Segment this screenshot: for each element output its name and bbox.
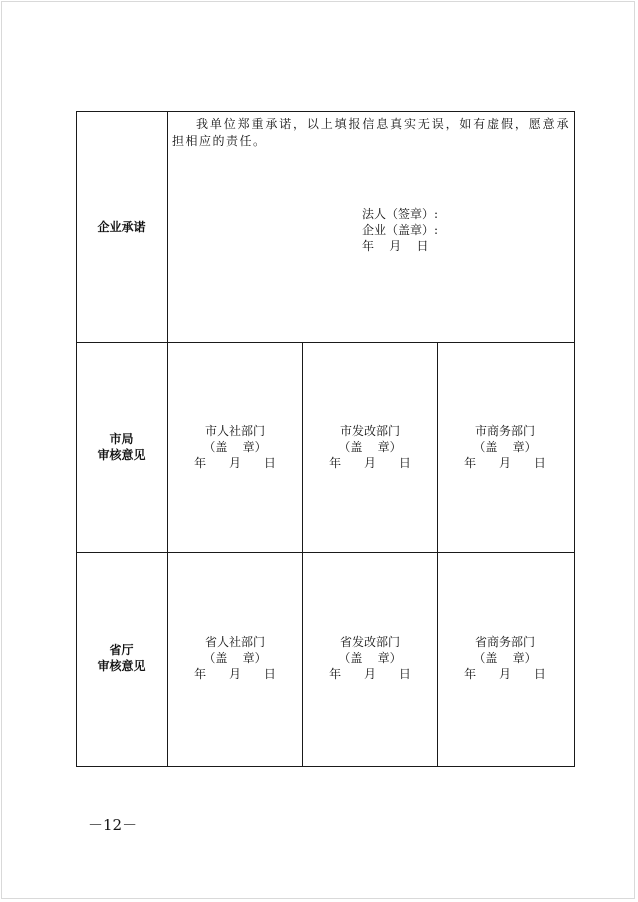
commitment-label: 企业承诺: [97, 220, 146, 234]
province-review-label-line1: 省厅: [109, 643, 134, 657]
commitment-signature-block: [362, 206, 438, 254]
dept-date: 年 月 日: [464, 667, 546, 681]
dept-seal: （盖 章）: [338, 440, 402, 454]
city-commerce-dept-cell: [438, 423, 572, 471]
dept-name: 省商务部门: [474, 635, 535, 649]
dept-seal: （盖 章）: [203, 440, 267, 454]
dept-date: 年 月 日: [464, 456, 546, 470]
province-review-label-line2: 审核意见: [97, 659, 146, 673]
table-right-border: [574, 111, 575, 767]
dept-name: 省人社部门: [204, 635, 265, 649]
page-number: －12－: [88, 816, 138, 834]
province-drc-dept-cell: [303, 634, 437, 682]
table-top-border: [76, 111, 575, 112]
city-hr-dept-cell: [168, 423, 302, 471]
row-divider-2: [76, 552, 575, 553]
review-column-divider-2: [437, 342, 438, 767]
dept-seal: （盖 章）: [473, 651, 537, 665]
dept-name: 省发改部门: [339, 635, 400, 649]
commitment-date: 年 月 日: [362, 239, 429, 253]
table-bottom-border: [76, 766, 575, 767]
legal-person-signature: 法人（签章）:: [362, 207, 439, 221]
dept-name: 市商务部门: [474, 424, 535, 438]
province-hr-dept-cell: [168, 634, 302, 682]
dept-name: 市人社部门: [204, 424, 265, 438]
dept-name: 市发改部门: [339, 424, 400, 438]
dept-date: 年 月 日: [329, 456, 411, 470]
province-review-label: [76, 642, 167, 674]
dept-date: 年 月 日: [194, 667, 276, 681]
enterprise-seal: 企业（盖章）:: [362, 223, 439, 237]
dept-date: 年 月 日: [194, 456, 276, 470]
dept-seal: （盖 章）: [473, 440, 537, 454]
commitment-text: 我单位郑重承诺，以上填报信息真实无误，如有虚假，愿意承担相应的责任。: [172, 117, 570, 148]
city-review-label-line1: 市局: [109, 432, 134, 446]
city-drc-dept-cell: [303, 423, 437, 471]
city-review-label-line2: 审核意见: [97, 448, 146, 462]
dept-seal: （盖 章）: [338, 651, 402, 665]
city-review-label: [76, 431, 167, 463]
dept-seal: （盖 章）: [203, 651, 267, 665]
row-divider-1: [76, 342, 575, 343]
dept-date: 年 月 日: [329, 667, 411, 681]
province-commerce-dept-cell: [438, 634, 572, 682]
review-column-divider-1: [302, 342, 303, 767]
